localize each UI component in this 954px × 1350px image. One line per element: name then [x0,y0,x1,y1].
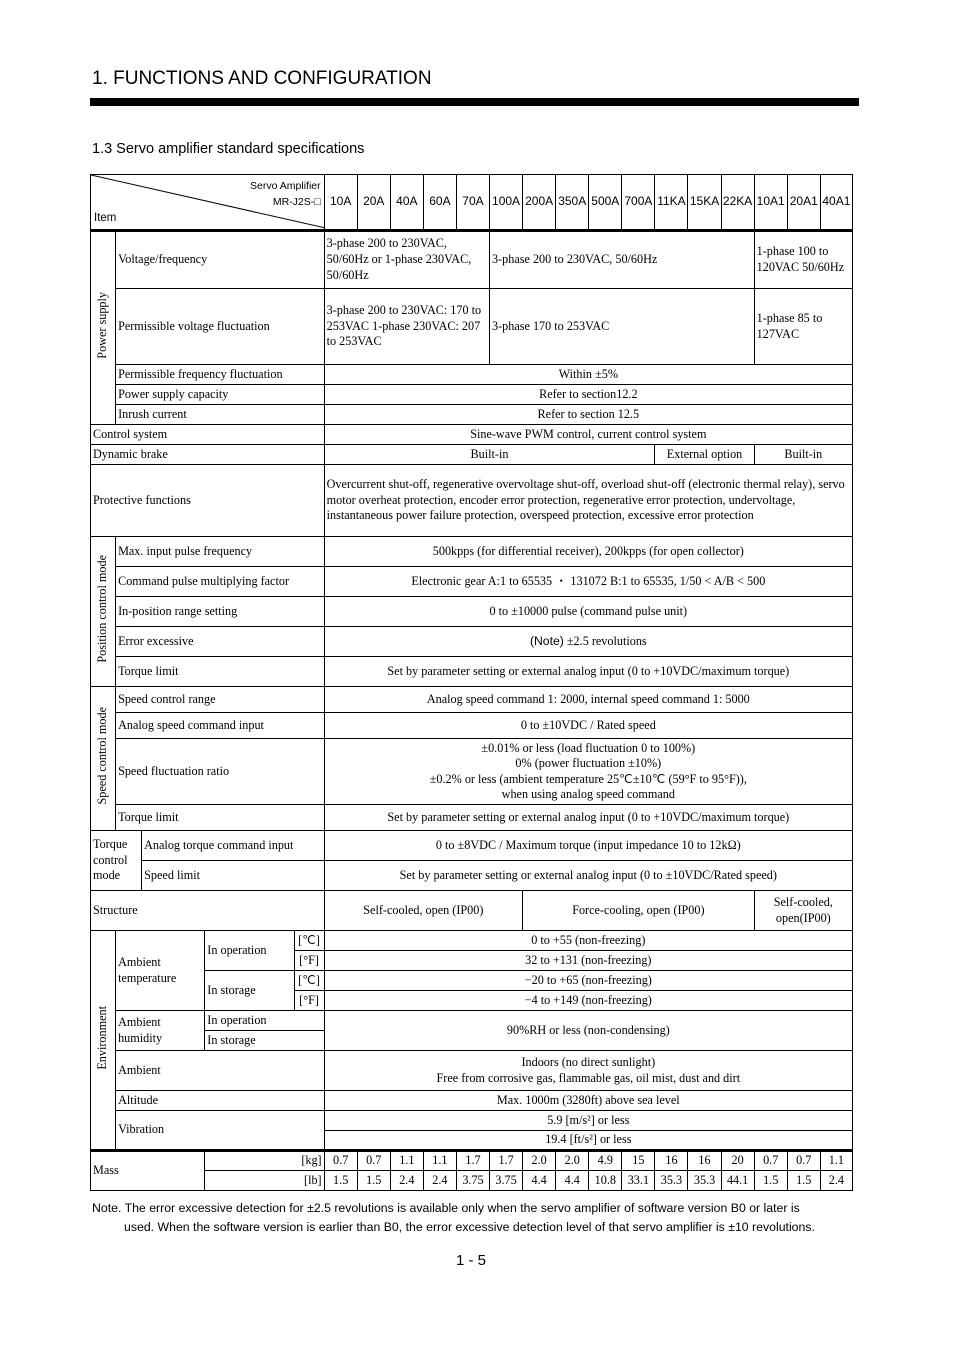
page-number: 1 - 5 [456,1252,487,1269]
vibration-imperial: 19.4 [ft/s²] or less [324,1131,852,1151]
mass-lb-cell: 44.1 [721,1171,754,1191]
mass-lb-cell: 2.4 [423,1171,456,1191]
dynamic-brake-builtin: Built-in [324,445,655,465]
group-position-control-mode: Position control mode [91,537,116,687]
input-pulse-label: Max. input pulse frequency [116,537,325,567]
mass-kg-cell: 16 [688,1151,721,1171]
model-header: 22KA [721,175,754,231]
in-position-label: In-position range setting [116,597,325,627]
mass-kg-cell: 2.0 [556,1151,589,1171]
humidity-value: 90%RH or less (non-condensing) [324,1011,852,1051]
group-environment: Environment [91,931,116,1151]
speed-range-value: Analog speed command 1: 2000, internal speed command 1: 5000 [324,687,852,713]
ambient-label: Ambient [116,1051,325,1091]
speed-torque-limit-label: Torque limit [116,805,325,831]
mass-kg-cell: 16 [655,1151,688,1171]
mass-kg-cell: 1.1 [390,1151,423,1171]
model-header: 60A [423,175,456,231]
mass-kg-cell: 1.1 [820,1151,852,1171]
frequency-fluctuation-value: Within ±5% [324,365,852,385]
altitude-label: Altitude [116,1091,325,1111]
voltage-fluctuation-large: 3-phase 170 to 253VAC [490,289,755,365]
group-torque-control-mode: Torque control mode [91,831,142,891]
model-prefix-label: MR-J2S-□ [272,196,321,208]
group-power-supply: Power supply [91,231,116,425]
ambient-humidity-label: Ambient humidity [116,1011,205,1051]
analog-torque-label: Analog torque command input [142,831,325,861]
speed-fluctuation-label: Speed fluctuation ratio [116,739,325,805]
position-torque-limit-label: Torque limit [116,657,325,687]
mass-lb-cell: 1.5 [324,1171,357,1191]
voltage-frequency-small: 3-phase 200 to 230VAC, 50/60Hz or 1-phase 230VAC, 50/60Hz [324,231,489,289]
in-position-value: 0 to ±10000 pulse (command pulse unit) [324,597,852,627]
analog-torque-value: 0 to ±8VDC / Maximum torque (input impedance 10 to 12kΩ) [324,831,852,861]
mass-kg-cell: 15 [622,1151,655,1171]
speed-torque-limit-value: Set by parameter setting or external analog input (0 to +10VDC/maximum torque) [324,805,852,831]
dynamic-brake-external: External option [655,445,754,465]
unit-celsius: [℃] [294,931,324,951]
structure-force-cooling: Force-cooling, open (IP00) [523,891,755,931]
mass-lb-cell: 2.4 [390,1171,423,1191]
voltage-fluctuation-label: Permissible voltage fluctuation [116,289,325,365]
control-system-value: Sine-wave PWM control, current control system [324,425,852,445]
input-pulse-value: 500kpps (for differential receiver), 200kpps (for open collector) [324,537,852,567]
mass-kg-cell: 20 [721,1151,754,1171]
protective-functions-value: Overcurrent shut-off, regenerative overvoltage shut-off, overload shut-off (electronic thermal relay), servo motor overheat protection, encoder error protection, regenerative error protection, undervoltage, instantaneous power failure protection, overspeed protection, excessive error protection [324,465,852,537]
speed-limit-label: Speed limit [142,861,325,891]
servo-amplifier-label: Servo Amplifier [250,180,321,192]
error-excessive-value: (Note) ±2.5 revolutions [324,627,852,657]
humidity-in-storage-label: In storage [205,1031,324,1051]
model-header: 40A [390,175,423,231]
mass-lb-cell: 1.5 [787,1171,820,1191]
position-torque-limit-value: Set by parameter setting or external analog input (0 to +10VDC/maximum torque) [324,657,852,687]
ambient-value: Indoors (no direct sunlight) Free from corrosive gas, flammable gas, oil mist, dust and dirt [324,1051,852,1091]
voltage-frequency-label: Voltage/frequency [116,231,325,289]
mass-lb-cell: 3.75 [490,1171,523,1191]
model-header: 15KA [688,175,721,231]
voltage-frequency-1phase: 1-phase 100 to 120VAC 50/60Hz [754,231,852,289]
dynamic-brake-builtin-1phase: Built-in [754,445,852,465]
footnote-line-2: used. When the software version is earlier than B0, the error excessive detection level of that servo amplifier is ±10 revolutions. [124,1220,815,1234]
mass-lb-cell: 35.3 [688,1171,721,1191]
mass-lb-cell: 1.5 [357,1171,390,1191]
note-marker: (Note) [529,633,564,648]
model-header: 700A [622,175,655,231]
vibration-si: 5.9 [m/s²] or less [324,1111,852,1131]
mass-kg-cell: 0.7 [754,1151,787,1171]
dynamic-brake-label: Dynamic brake [91,445,325,465]
inrush-current-label: Inrush current [116,405,325,425]
footnote-line-1: Note. The error excessive detection for ±2.5 revolutions is available only when the servo amplifier of software version B0 or later is [92,1201,800,1215]
model-header: 20A [357,175,390,231]
spec-table [90,174,853,1191]
unit-fahrenheit: [°F] [294,951,324,971]
model-header: 200A [523,175,556,231]
mass-label: Mass [91,1151,205,1191]
mass-kg-cell: 1.7 [456,1151,489,1171]
multiplying-factor-label: Command pulse multiplying factor [116,567,325,597]
model-header: 500A [589,175,622,231]
altitude-value: Max. 1000m (3280ft) above sea level [324,1091,852,1111]
header-rule [90,98,859,106]
operation-temp-f: 32 to +131 (non-freezing) [324,951,852,971]
model-header: 10A [324,175,357,231]
mass-lb-cell: 3.75 [456,1171,489,1191]
temp-in-operation-label: In operation [205,931,294,971]
error-excessive-label: Error excessive [116,627,325,657]
speed-range-label: Speed control range [116,687,325,713]
structure-self-cooled-1phase: Self-cooled, open(IP00) [754,891,852,931]
unit-celsius: [℃] [294,971,324,991]
vibration-label: Vibration [116,1111,325,1151]
mass-lb-cell: 10.8 [589,1171,622,1191]
control-system-label: Control system [91,425,325,445]
group-speed-control-mode: Speed control mode [91,687,116,831]
humidity-in-operation-label: In operation [205,1011,324,1031]
mass-lb-cell: 4.4 [556,1171,589,1191]
mass-kg-cell: 1.1 [423,1151,456,1171]
power-capacity-label: Power supply capacity [116,385,325,405]
voltage-fluctuation-1phase: 1-phase 85 to 127VAC [754,289,852,365]
frequency-fluctuation-label: Permissible frequency fluctuation [116,365,325,385]
model-header: 70A [456,175,489,231]
unit-lb: [lb] [205,1171,324,1191]
mass-kg-cell: 0.7 [324,1151,357,1171]
model-header: 100A [490,175,523,231]
mass-lb-cell: 2.4 [820,1171,852,1191]
mass-kg-cell: 0.7 [787,1151,820,1171]
mass-lb-cell: 4.4 [523,1171,556,1191]
mass-lb-cell: 33.1 [622,1171,655,1191]
temp-in-storage-label: In storage [205,971,294,1011]
structure-self-cooled: Self-cooled, open (IP00) [324,891,522,931]
speed-limit-value: Set by parameter setting or external analog input (0 to ±10VDC/Rated speed) [324,861,852,891]
speed-fluctuation-value: ±0.01% or less (load fluctuation 0 to 100%) 0% (power fluctuation ±10%) ±0.2% or less (ambient temperature 25℃±10℃ (59°F to 95°F)), when using analog speed command [324,739,852,805]
operation-temp-c: 0 to +55 (non-freezing) [324,931,852,951]
inrush-current-value: Refer to section 12.5 [324,405,852,425]
voltage-fluctuation-small: 3-phase 200 to 230VAC: 170 to 253VAC 1-phase 230VAC: 207 to 253VAC [324,289,489,365]
mass-lb-cell: 1.5 [754,1171,787,1191]
structure-label: Structure [91,891,325,931]
mass-kg-cell: 0.7 [357,1151,390,1171]
model-header: 20A1 [787,175,820,231]
unit-kg: [kg] [205,1151,324,1171]
analog-speed-label: Analog speed command input [116,713,325,739]
model-header: 40A1 [820,175,852,231]
chapter-title: 1. FUNCTIONS AND CONFIGURATION [92,68,432,89]
protective-functions-label: Protective functions [91,465,325,537]
section-title: 1.3 Servo amplifier standard specifications [92,141,365,157]
unit-fahrenheit: [°F] [294,991,324,1011]
multiplying-factor-value: Electronic gear A:1 to 65535 ・ 131072 B:1 to 65535, 1/50 < A/B < 500 [324,567,852,597]
mass-lb-cell: 35.3 [655,1171,688,1191]
model-header: 10A1 [754,175,787,231]
power-capacity-value: Refer to section12.2 [324,385,852,405]
mass-kg-cell: 4.9 [589,1151,622,1171]
model-header: 350A [556,175,589,231]
header-corner [91,175,325,231]
mass-kg-cell: 2.0 [523,1151,556,1171]
storage-temp-c: −20 to +65 (non-freezing) [324,971,852,991]
analog-speed-value: 0 to ±10VDC / Rated speed [324,713,852,739]
model-header: 11KA [655,175,688,231]
voltage-frequency-large: 3-phase 200 to 230VAC, 50/60Hz [490,231,755,289]
mass-kg-cell: 1.7 [490,1151,523,1171]
item-label: Item [94,212,117,225]
storage-temp-f: −4 to +149 (non-freezing) [324,991,852,1011]
ambient-temperature-label: Ambient temperature [116,931,205,1011]
